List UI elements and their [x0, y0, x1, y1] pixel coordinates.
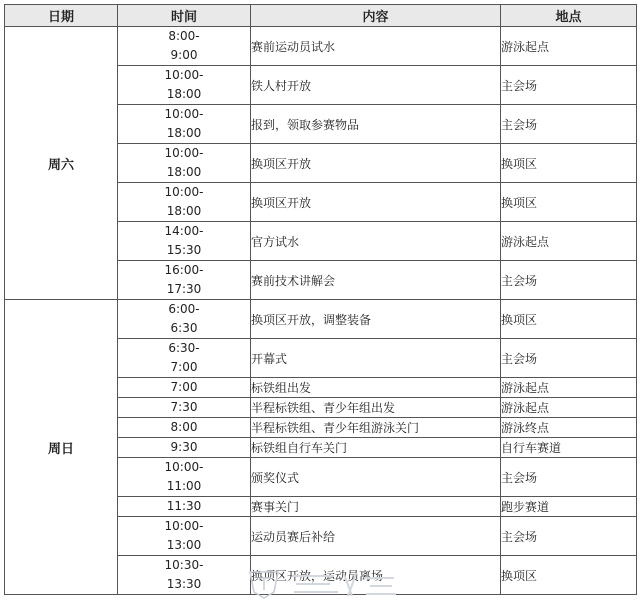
table-row: [5, 300, 637, 339]
time-start: 14:00-: [164, 224, 204, 238]
content-cell: 开幕式: [251, 339, 501, 378]
content-cell: 半程标铁组、青少年组游泳关门: [251, 418, 501, 438]
time-cell: [118, 339, 251, 378]
schedule-table: [4, 4, 637, 595]
day-label: 周日: [5, 300, 118, 595]
content-cell: 赛前技术讲解会: [251, 261, 501, 300]
time-start: 10:00-: [164, 185, 204, 199]
time-start: 8:00-: [168, 29, 200, 43]
time-cell: [118, 144, 251, 183]
location-cell: 跑步赛道: [501, 497, 637, 517]
content-cell: 铁人村开放: [251, 66, 501, 105]
time-start: 11:30: [166, 499, 202, 513]
time-end: 15:30: [166, 243, 202, 257]
time-end: 13:00: [166, 538, 202, 552]
time-start: 9:30: [170, 440, 198, 454]
time-start: 10:00-: [164, 146, 204, 160]
time-start: 10:00-: [164, 107, 204, 121]
header-location: 地点: [501, 5, 637, 27]
time-cell: [118, 517, 251, 556]
time-start: 6:30-: [168, 341, 200, 355]
content-cell: 颁奖仪式: [251, 458, 501, 497]
location-cell: 主会场: [501, 517, 637, 556]
time-cell: [118, 27, 251, 66]
time-cell: [118, 183, 251, 222]
time-cell: [118, 261, 251, 300]
time-cell: [118, 398, 251, 418]
time-cell: [118, 222, 251, 261]
time-end: 17:30: [166, 282, 202, 296]
time-start: 10:00-: [164, 460, 204, 474]
content-cell: 赛事关门: [251, 497, 501, 517]
content-cell: 标铁组自行车关门: [251, 438, 501, 458]
content-cell: 标铁组出发: [251, 378, 501, 398]
location-cell: 自行车赛道: [501, 438, 637, 458]
time-cell: [118, 438, 251, 458]
content-cell: 官方试水: [251, 222, 501, 261]
time-cell: [118, 300, 251, 339]
header-row: [5, 5, 637, 27]
location-cell: 游泳起点: [501, 378, 637, 398]
time-end: 11:00: [166, 479, 202, 493]
header-time: 时间: [118, 5, 251, 27]
time-cell: [118, 66, 251, 105]
content-cell: 半程标铁组、青少年组出发: [251, 398, 501, 418]
time-cell: [118, 556, 251, 595]
time-start: 7:30: [170, 400, 198, 414]
table-row: [5, 27, 637, 66]
location-cell: 游泳起点: [501, 222, 637, 261]
location-cell: 游泳起点: [501, 27, 637, 66]
content-cell: 换项区开放，运动员离场: [251, 556, 501, 595]
time-end: 9:00: [170, 48, 198, 62]
time-end: 18:00: [166, 87, 202, 101]
time-start: 10:00-: [164, 68, 204, 82]
time-cell: [118, 458, 251, 497]
time-end: 18:00: [166, 126, 202, 140]
content-cell: 报到，领取参赛物品: [251, 105, 501, 144]
content-cell: 换项区开放: [251, 144, 501, 183]
location-cell: 换项区: [501, 144, 637, 183]
time-cell: [118, 418, 251, 438]
time-end: 6:30: [170, 321, 198, 335]
location-cell: 主会场: [501, 105, 637, 144]
time-start: 7:00: [170, 380, 198, 394]
location-cell: 换项区: [501, 556, 637, 595]
time-start: 8:00: [170, 420, 198, 434]
time-start: 10:30-: [164, 558, 204, 572]
time-start: 10:00-: [164, 519, 204, 533]
time-cell: [118, 105, 251, 144]
location-cell: 游泳终点: [501, 418, 637, 438]
header-content: 内容: [251, 5, 501, 27]
time-end: 18:00: [166, 204, 202, 218]
location-cell: 游泳起点: [501, 398, 637, 418]
location-cell: 主会场: [501, 66, 637, 105]
time-end: 7:00: [170, 360, 198, 374]
location-cell: 主会场: [501, 339, 637, 378]
day-label: 周六: [5, 27, 118, 300]
schedule-body: [5, 27, 637, 595]
time-cell: [118, 378, 251, 398]
header-date: 日期: [5, 5, 118, 27]
time-start: 16:00-: [164, 263, 204, 277]
time-end: 13:30: [166, 577, 202, 591]
location-cell: 主会场: [501, 458, 637, 497]
location-cell: 主会场: [501, 261, 637, 300]
time-start: 6:00-: [168, 302, 200, 316]
content-cell: 运动员赛后补给: [251, 517, 501, 556]
location-cell: 换项区: [501, 183, 637, 222]
time-cell: [118, 497, 251, 517]
time-end: 18:00: [166, 165, 202, 179]
content-cell: 换项区开放: [251, 183, 501, 222]
content-cell: 换项区开放，调整装备: [251, 300, 501, 339]
location-cell: 换项区: [501, 300, 637, 339]
content-cell: 赛前运动员试水: [251, 27, 501, 66]
